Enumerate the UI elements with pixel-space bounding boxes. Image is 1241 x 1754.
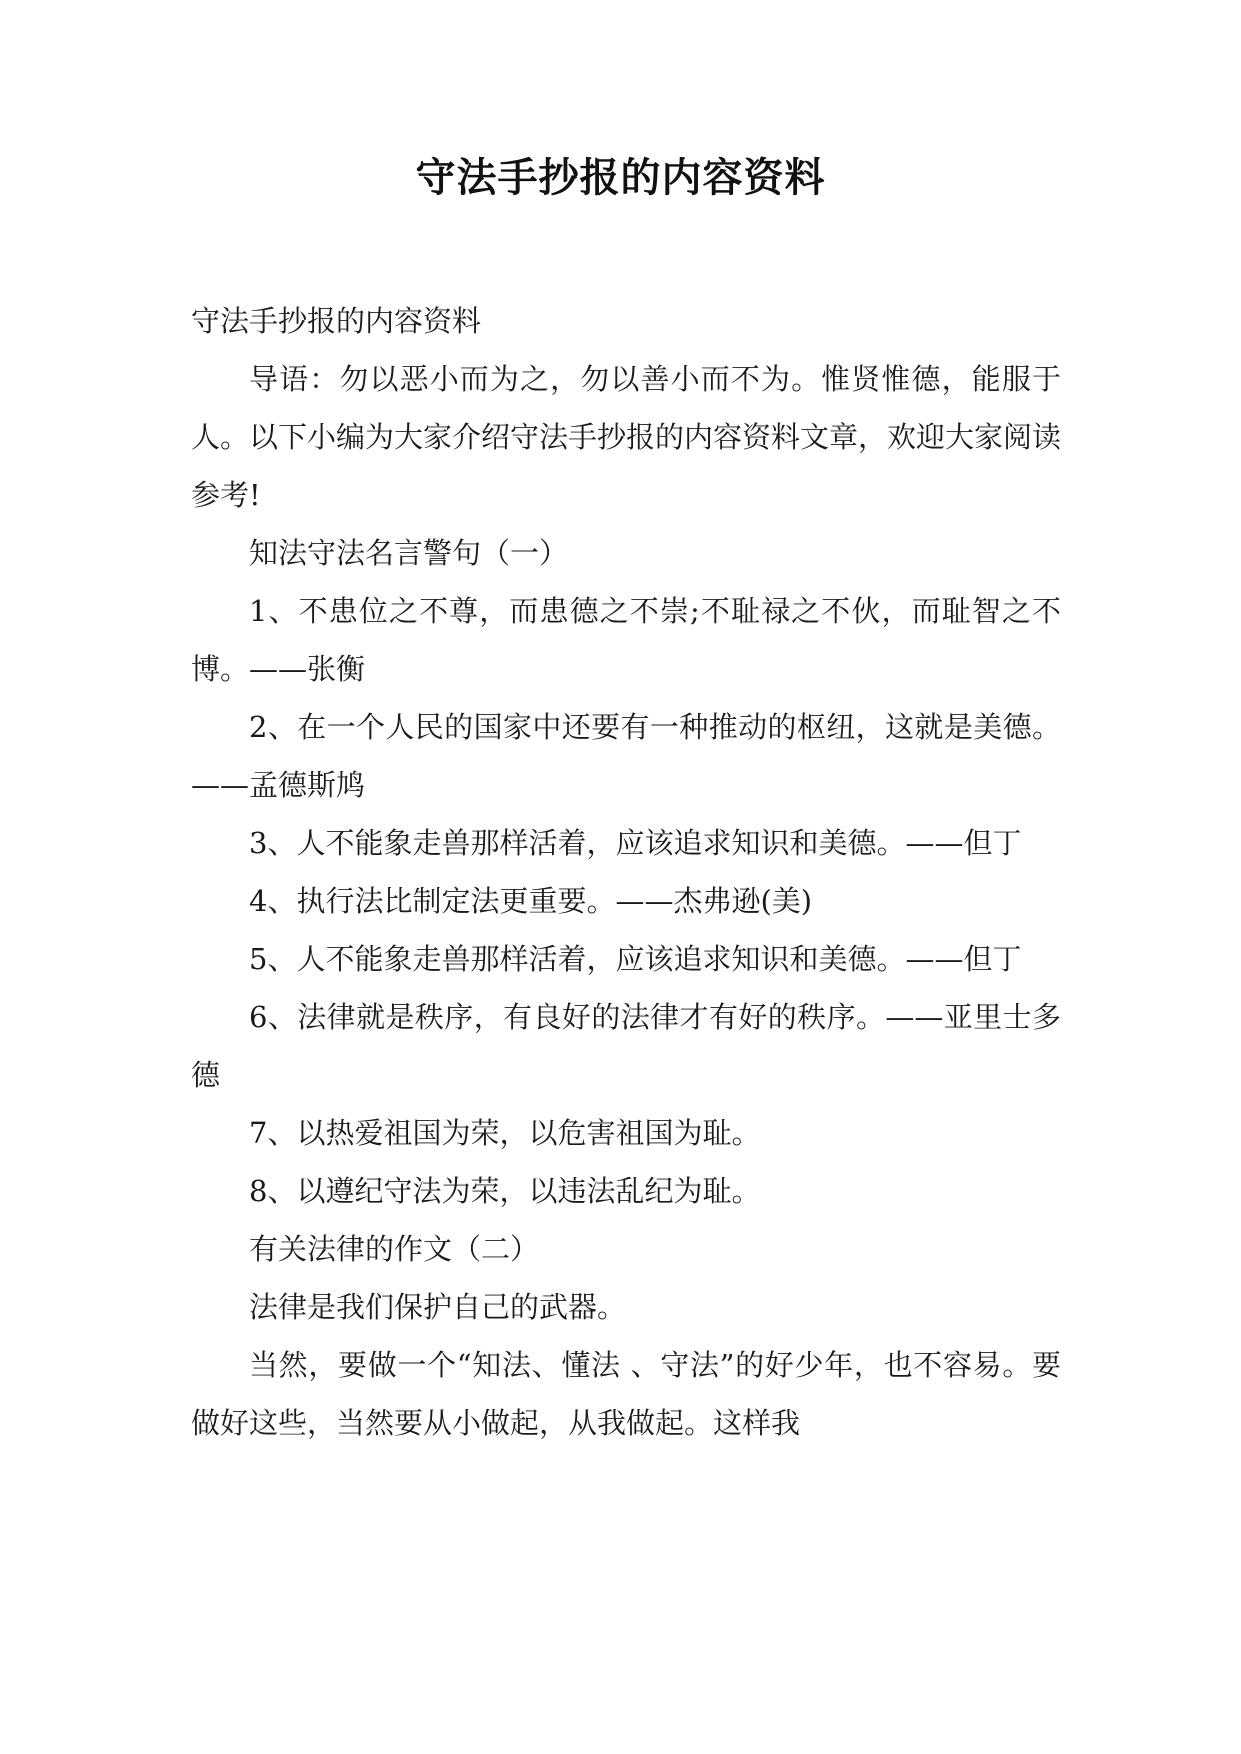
- section-heading-essay: 有关法律的作文（二）: [249, 1232, 540, 1266]
- quote-item: 8、以遵纪守法为荣，以违法乱纪为耻。: [249, 1174, 761, 1208]
- essay-paragraph: 当然，要做一个“知法、懂法 、守法”的好少年，也不容易。要做好这些，当然要从小做起，从我做起。这样我: [191, 1348, 1061, 1440]
- document-body: [191, 292, 1061, 1452]
- intro-paragraph: 导语：勿以恶小而为之，勿以善小而不为。惟贤惟德，能服于人。以下小编为大家介绍守法手抄报的内容资料文章，欢迎大家阅读参考!: [191, 362, 1062, 512]
- subtitle-paragraph: 守法手抄报的内容资料: [191, 304, 482, 338]
- quote-item: 1、不患位之不尊，而患德之不崇;不耻禄之不伙，而耻智之不博。——张衡: [191, 594, 1061, 686]
- section-heading-quotes: 知法守法名言警句（一）: [249, 536, 569, 570]
- quote-item: 4、执行法比制定法更重要。——杰弗逊(美): [249, 884, 813, 918]
- quote-item: 6、法律就是秩序，有良好的法律才有好的秩序。——亚里士多德: [191, 1000, 1061, 1092]
- essay-paragraph: 法律是我们保护自己的武器。: [249, 1290, 627, 1324]
- quote-item: 7、以热爱祖国为荣，以危害祖国为耻。: [249, 1116, 761, 1150]
- quote-item: 3、人不能象走兽那样活着，应该追求知识和美德。——但丁: [249, 826, 1022, 860]
- quote-item: 5、人不能象走兽那样活着，应该追求知识和美德。——但丁: [249, 942, 1022, 976]
- quote-item: 2、在一个人民的国家中还要有一种推动的枢纽，这就是美德。——孟德斯鸠: [191, 710, 1061, 802]
- document-title: 守法手抄报的内容资料: [415, 154, 826, 201]
